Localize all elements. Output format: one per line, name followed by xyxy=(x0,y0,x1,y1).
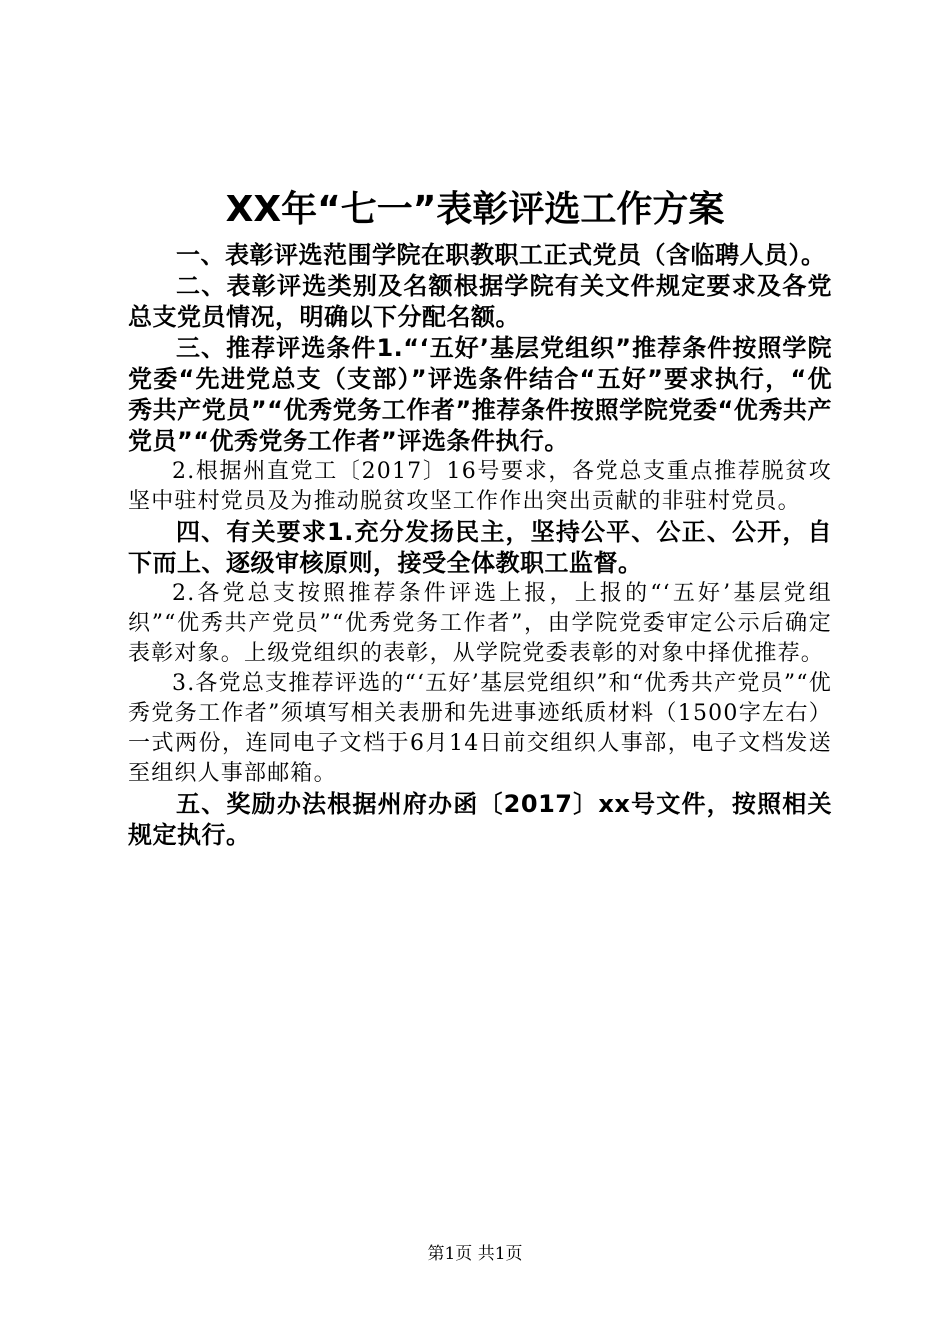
section-3-paragraph: 三、推荐评选条件1.“‘五好’基层党组织”推荐条件按照学院党委“先进党总支（支部）”评选条件结合“五好”要求执行，“优秀共产党员”“优秀党务工作者”推荐条件按照学院党委“优秀共产党员”“优秀党务工作者”评选条件执行。 xyxy=(128,334,832,455)
section-4-item-2-paragraph: 2.各党总支按照推荐条件评选上报，上报的“‘五好’基层党组织”“优秀共产党员”“优秀党务工作者”，由学院党委审定公示后确定表彰对象。上级党组织的表彰，从学院党委表彰的对象中择优推荐。 xyxy=(128,581,832,666)
section-4-paragraph: 四、有关要求1.充分发扬民主，坚持公平、公正、公开，自下而上、逐级审核原则，接受全体教职工监督。 xyxy=(128,518,832,577)
section-3-item-2-paragraph: 2.根据州直党工〔2017〕16号要求，各党总支重点推荐脱贫攻坚中驻村党员及为推动脱贫攻坚工作作出突出贡献的非驻村党员。 xyxy=(128,459,832,514)
section-2-paragraph: 二、表彰评选类别及名额根据学院有关文件规定要求及各党总支党员情况，明确以下分配名额。 xyxy=(128,272,832,331)
section-4-item-3-paragraph: 3.各党总支推荐评选的“‘五好’基层党组织”和“优秀共产党员”“优秀党务工作者”须填写相关表册和先进事迹纸质材料（1500字左右）一式两份，连同电子文档于6月14日前交组织人事部，电子文档发送至组织人事部邮箱。 xyxy=(128,671,832,786)
section-1-paragraph: 一、表彰评选范围学院在职教职工正式党员（含临聘人员）。 xyxy=(176,241,826,269)
section-5-paragraph: 五、奖励办法根据州府办函〔2017〕xx号文件，按照相关规定执行。 xyxy=(128,790,832,849)
document-body xyxy=(128,240,832,851)
page-footer: 第1页 共1页 xyxy=(427,1244,523,1264)
document-title: XX年“七一”表彰评选工作方案 xyxy=(225,189,725,230)
